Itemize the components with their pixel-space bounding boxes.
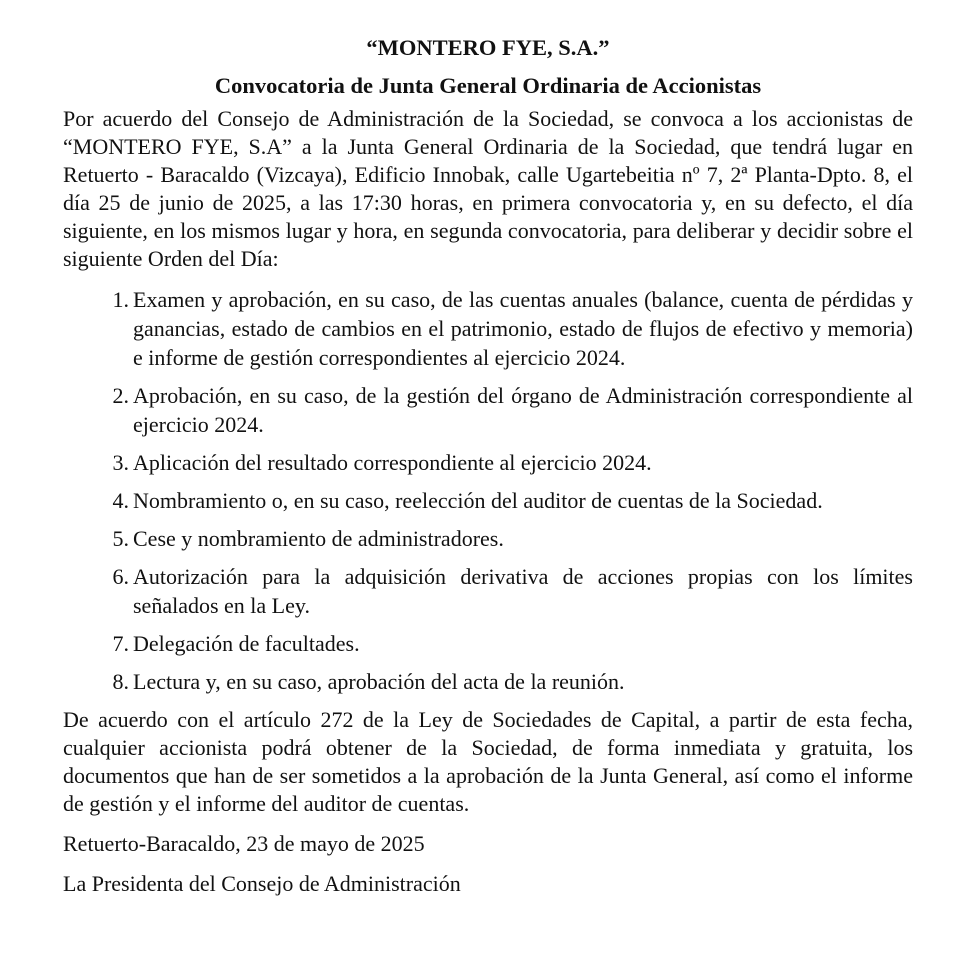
agenda-item (63, 285, 913, 372)
agenda-item (63, 562, 913, 620)
agenda-item-number: 7. (112, 631, 129, 656)
agenda-item (63, 629, 913, 658)
intro-paragraph: Por acuerdo del Consejo de Administración de la Sociedad, se convoca a los accionistas de “MONTERO FYE, S.A” a la Junta General Ordinaria de la Sociedad, que tendrá lugar en Retuerto - Baracaldo (Vizcaya), Edificio Innobak, calle Ugartebeitia nº 7, 2ª Planta-Dpto. 8, el día 25 de junio de 2025, a las 17:30 horas, en primera convocatoria y, en su defecto, el día siguiente, en los mismos lugar y hora, en segunda convocatoria, para deliberar y decidir sobre el siguiente Orden del Día: (63, 106, 913, 271)
agenda-item-text: Cese y nombramiento de administradores. (133, 526, 504, 551)
agenda-list (63, 285, 913, 696)
agenda-item (63, 524, 913, 553)
agenda-item-number: 8. (112, 669, 129, 694)
agenda-item-text: Aprobación, en su caso, de la gestión del órgano de Administración correspondiente al ejercicio 2024. (133, 383, 913, 437)
agenda-item-number: 4. (112, 488, 129, 513)
closing-paragraph: De acuerdo con el artículo 272 de la Ley de Sociedades de Capital, a partir de esta fecha, cualquier accionista podrá obtener de la Sociedad, de forma inmediata y gratuita, los documentos que han de ser sometidos a la aprobación de la Junta General, así como el informe de gestión y el informe del auditor de cuentas. (63, 707, 913, 816)
signature-line: La Presidenta del Consejo de Administración (63, 871, 461, 896)
agenda-item (63, 667, 913, 696)
place-and-date: Retuerto-Baracaldo, 23 de mayo de 2025 (63, 831, 425, 856)
company-name: “MONTERO FYE, S.A.” (366, 35, 610, 60)
agenda-item-text: Delegación de facultades. (133, 631, 360, 656)
agenda-item-text: Aplicación del resultado correspondiente al ejercicio 2024. (133, 450, 652, 475)
agenda-item-number: 2. (112, 383, 129, 408)
agenda-item-text: Autorización para la adquisición derivativa de acciones propias con los límites señalados en la Ley. (133, 564, 913, 618)
agenda-item-text: Nombramiento o, en su caso, reelección del auditor de cuentas de la Sociedad. (133, 488, 823, 513)
agenda-item-number: 3. (112, 450, 129, 475)
agenda-item (63, 486, 913, 515)
document-title: Convocatoria de Junta General Ordinaria de Accionistas (214, 73, 762, 98)
agenda-item-number: 6. (112, 564, 129, 589)
agenda-item-text: Examen y aprobación, en su caso, de las cuentas anuales (balance, cuenta de pérdidas y ganancias, estado de cambios en el patrimonio, estado de flujos de efectivo y memoria) e informe de gestión correspondientes al ejercicio 2024. (133, 287, 913, 370)
agenda-item-number: 1. (112, 287, 129, 312)
agenda-item (63, 381, 913, 439)
agenda-item-number: 5. (112, 526, 129, 551)
agenda-item-text: Lectura y, en su caso, aprobación del acta de la reunión. (133, 669, 625, 694)
agenda-item (63, 448, 913, 477)
